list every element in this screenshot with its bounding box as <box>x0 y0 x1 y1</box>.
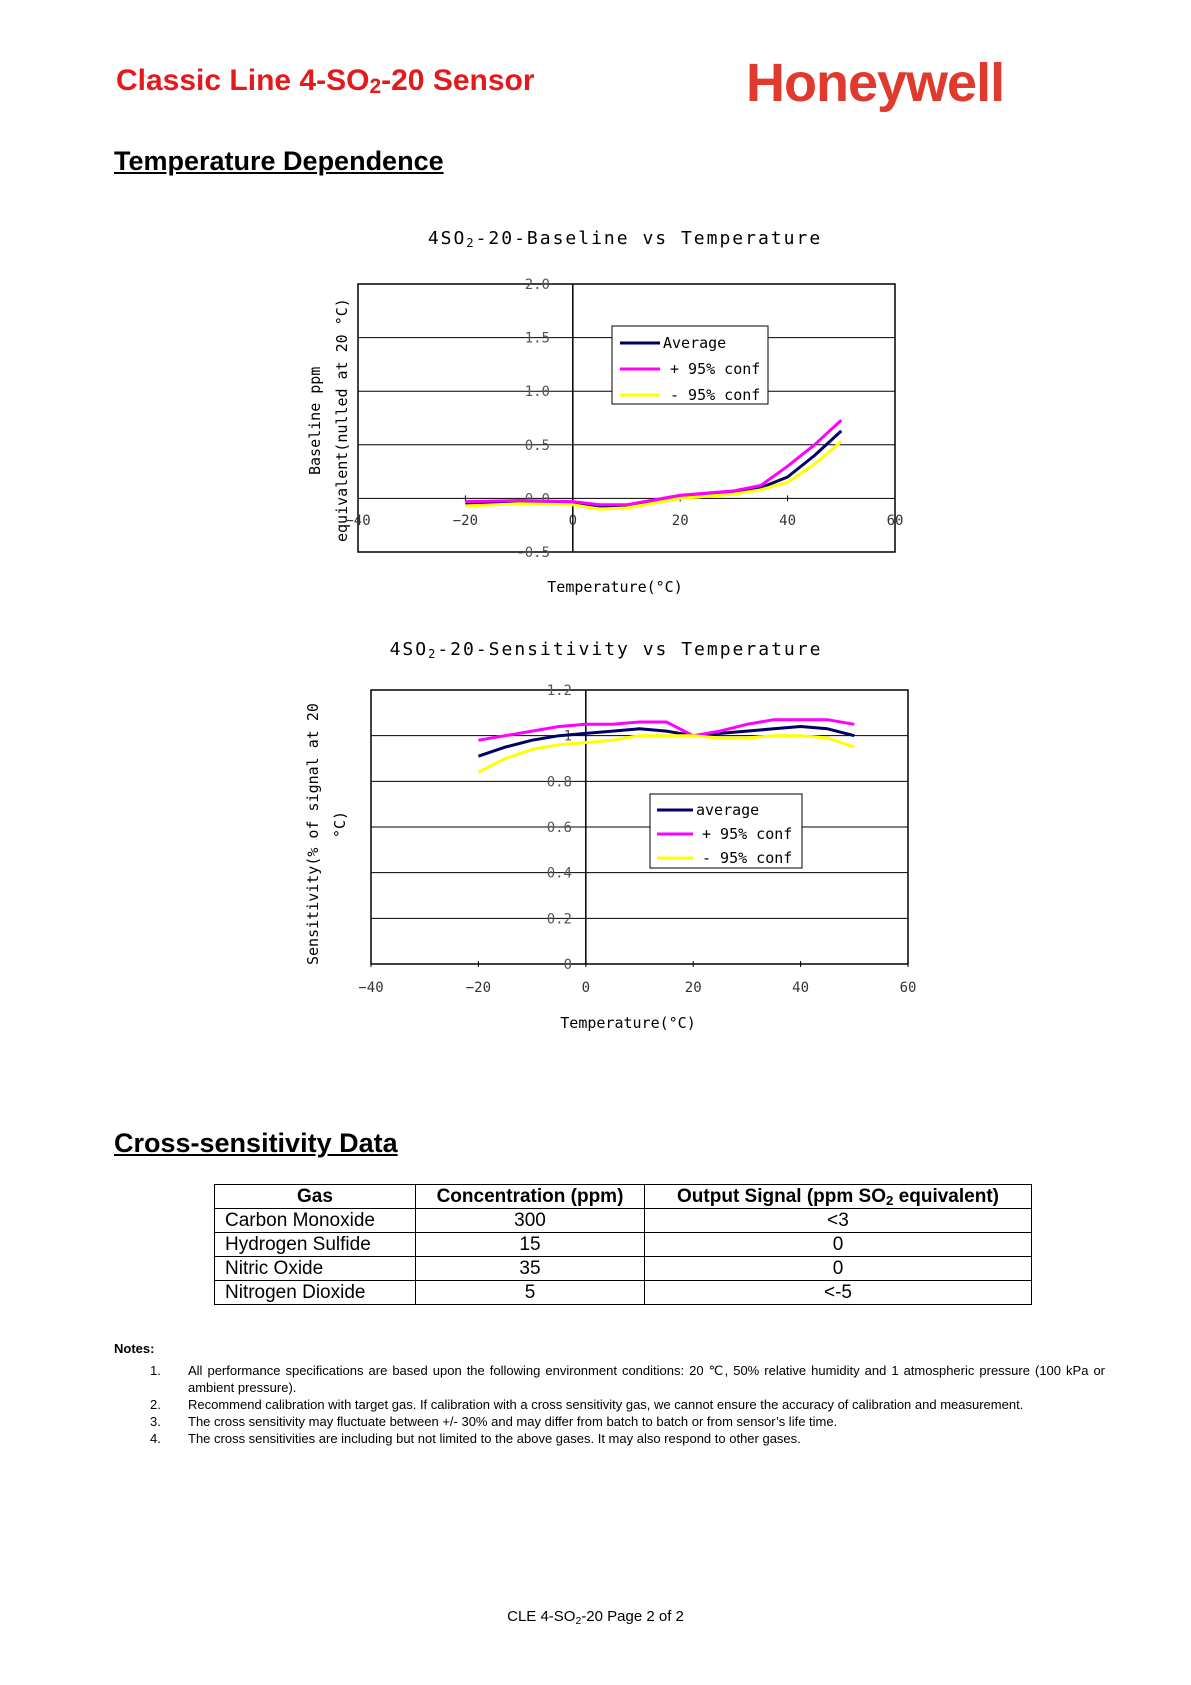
cell-gas: Carbon Monoxide <box>215 1209 416 1233</box>
header-concentration: Concentration (ppm) <box>416 1185 645 1209</box>
note-text: The cross sensitivity may fluctuate between +/- 30% and may differ from batch to batch or from sensor’s life time. <box>188 1414 838 1429</box>
x-tick-label: 60 <box>886 513 904 529</box>
cell-concentration: 300 <box>416 1209 645 1233</box>
cell-concentration: 35 <box>416 1257 645 1281</box>
note-item <box>150 1413 1105 1430</box>
cell-output: <-5 <box>645 1281 1032 1305</box>
y-tick-label: 2.0 <box>524 277 550 293</box>
cell-gas: Nitrogen Dioxide <box>215 1281 416 1305</box>
note-item <box>150 1362 1105 1396</box>
table-row <box>215 1257 1032 1281</box>
honeywell-logo: Honeywell <box>746 53 1005 113</box>
notes-title: Notes: <box>114 1341 155 1356</box>
cross-sensitivity-table <box>214 1184 1032 1305</box>
y-tick-label: 1 <box>563 728 572 745</box>
legend-label-plus: + 95% conf <box>670 360 761 378</box>
x-tick-label: 20 <box>684 980 702 996</box>
y-tick-label: 0.6 <box>546 820 572 836</box>
baseline-chart <box>306 228 903 596</box>
y-tick-label: 1.0 <box>524 384 550 401</box>
baseline-legend <box>612 326 768 404</box>
sensitivity-ylabel-line1: Sensitivity(% of signal at 20 <box>304 703 322 965</box>
cell-output: 0 <box>645 1257 1032 1281</box>
note-item <box>150 1430 1105 1447</box>
cell-gas: Hydrogen Sulfide <box>215 1233 416 1257</box>
baseline-xlabel: Temperature(°C) <box>547 578 683 596</box>
x-tick-label: 0 <box>568 513 578 529</box>
table-row <box>215 1233 1032 1257</box>
baseline-ylabel-line1: Baseline ppm <box>306 366 324 475</box>
cell-output: <3 <box>645 1209 1032 1233</box>
baseline-ylabel-line2: equivalent(nulled at 20 °C) <box>333 298 351 542</box>
x-tick-label: −20 <box>465 980 492 996</box>
x-tick-label: 60 <box>899 980 917 996</box>
baseline-chart-title: 4SO2-20-Baseline vs Temperature <box>427 228 823 250</box>
cell-gas: Nitric Oxide <box>215 1257 416 1281</box>
plot-area <box>358 284 895 552</box>
sensitivity-xlabel: Temperature(°C) <box>560 1014 696 1032</box>
legend-label-minus: - 95% conf <box>670 386 761 404</box>
y-tick-label: 0.0 <box>524 491 550 508</box>
table-header-row <box>215 1185 1032 1209</box>
sensitivity-legend <box>650 794 802 868</box>
y-tick-label: 0.4 <box>546 865 572 882</box>
document-title: Classic Line $4-SO_2-20$ Sensor <box>116 64 535 98</box>
x-tick-label: 40 <box>792 980 810 996</box>
legend2-label-plus: + 95% conf <box>702 825 793 843</box>
table-row <box>215 1281 1032 1305</box>
cell-concentration: 15 <box>416 1233 645 1257</box>
note-text: The cross sensitivities are including but not limited to the above gases. It may also respond to other gases. <box>188 1431 801 1446</box>
y-tick-label: 1.5 <box>524 330 550 347</box>
legend2-label-average: average <box>696 801 760 819</box>
x-tick-label: 20 <box>671 513 689 529</box>
note-text: Recommend calibration with target gas. If calibration with a cross sensitivity gas, we cannot ensure the accuracy of calibration and measurement. <box>188 1397 1024 1412</box>
table-row <box>215 1209 1032 1233</box>
header-gas: Gas <box>215 1185 416 1209</box>
cross-sensitivity-section-title: Cross-sensitivity Data <box>114 1128 398 1158</box>
note-number: 1. <box>150 1363 161 1378</box>
note-number: 2. <box>150 1397 161 1412</box>
y-tick-label: 0.8 <box>546 774 572 791</box>
cell-output: 0 <box>645 1233 1032 1257</box>
y-tick-label: 1.2 <box>546 683 572 699</box>
sensitivity-chart-title: 4SO2-20-Sensitivity vs Temperature <box>389 639 823 661</box>
x-tick-label: 0 <box>581 980 591 996</box>
y-tick-label: 0.5 <box>524 437 550 454</box>
note-item <box>150 1396 1105 1413</box>
cell-concentration: 5 <box>416 1281 645 1305</box>
page-footer: CLE $4-SO_2-20$ Page 2 of 2 <box>507 1608 684 1627</box>
note-number: 4. <box>150 1431 161 1446</box>
y-tick-label: 0 <box>563 957 572 973</box>
sensitivity-chart <box>304 639 916 1032</box>
note-number: 3. <box>150 1414 161 1429</box>
y-tick-label: 0.2 <box>546 911 572 928</box>
x-tick-label: −40 <box>358 980 384 996</box>
note-text: All performance specifications are based upon the following environment conditions: 20 ℃, 50% relative humidity and 1 atmospheric pressure (100 kPa or ambient pressure). <box>188 1363 1105 1395</box>
legend2-label-minus: - 95% conf <box>702 849 793 867</box>
x-tick-label: 40 <box>779 513 797 529</box>
sensitivity-ylabel-line2: °C) <box>331 810 349 838</box>
x-tick-label: −20 <box>452 513 479 529</box>
temperature-section-title: Temperature Dependence <box>114 146 444 176</box>
y-tick-label: -0.5 <box>516 545 550 561</box>
x-tick-label: −40 <box>345 513 371 529</box>
legend-label-average: Average <box>663 334 727 352</box>
header-output-signal: Output Signal (ppm $SO_2$ equivalent) <box>645 1185 1032 1209</box>
